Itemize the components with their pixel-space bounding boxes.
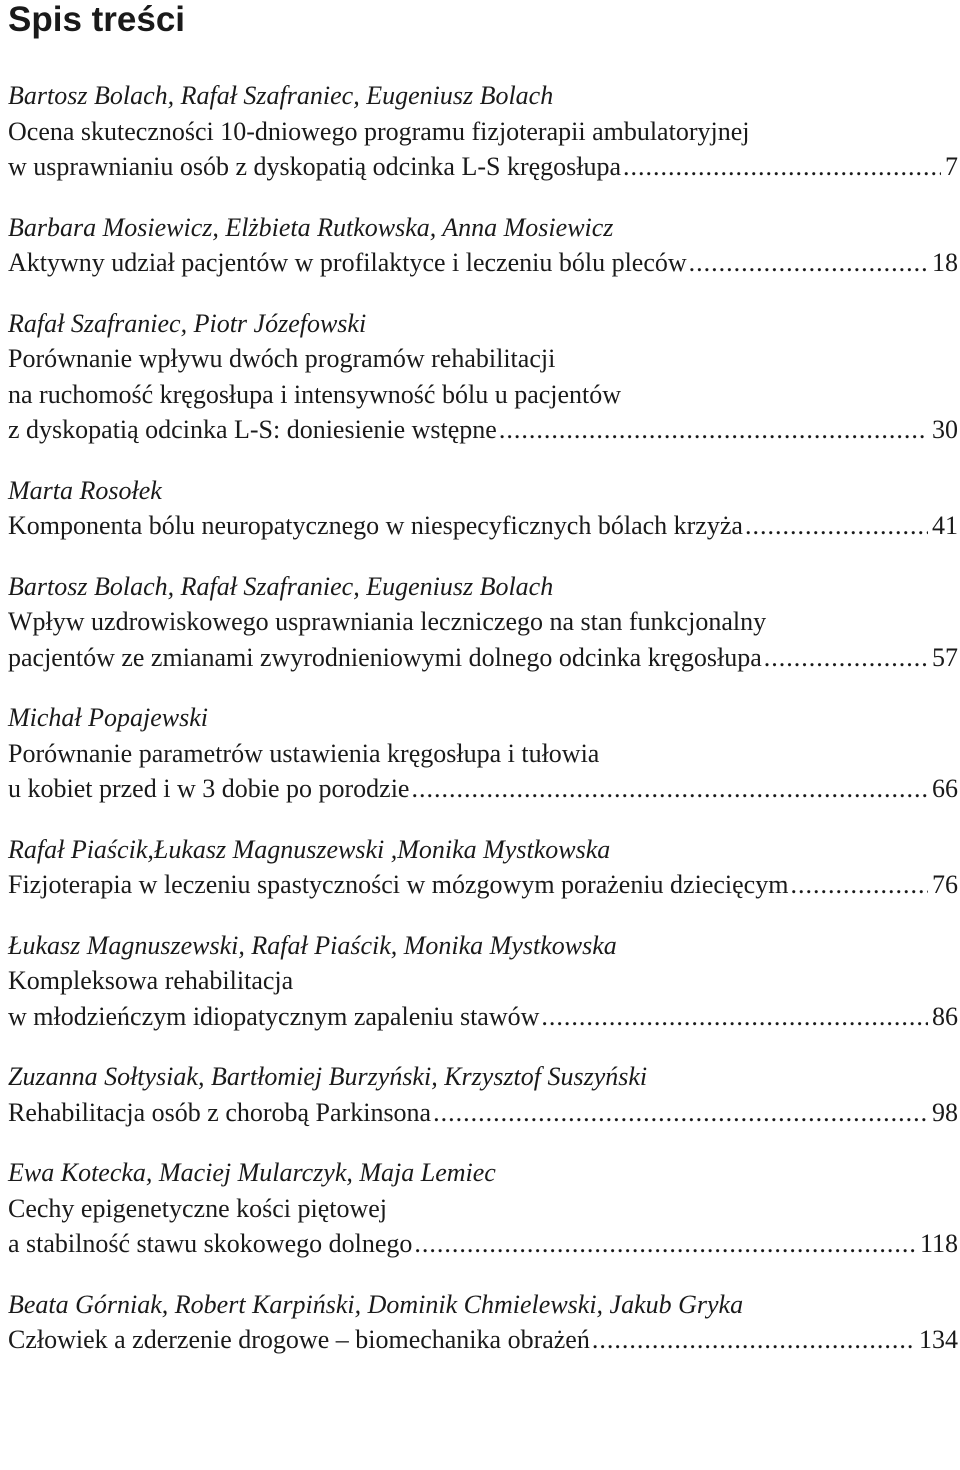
page-number: 7 (945, 152, 958, 181)
entry-authors: Zuzanna Sołtysiak, Bartłomiej Burzyński, Krzysztof Suszyński (8, 1062, 648, 1091)
page-number: 76 (932, 870, 958, 899)
page-number: 118 (919, 1229, 958, 1258)
page-number: 86 (932, 1001, 958, 1031)
entry-title-last-line (8, 1322, 958, 1358)
page-number: 66 (932, 774, 958, 803)
dot-leader (623, 149, 941, 185)
entry-authors: Bartosz Bolach, Rafał Szafraniec, Eugeniusz Bolach (8, 81, 554, 110)
entry-title-last-line (8, 1226, 958, 1262)
toc-entry (8, 306, 958, 448)
entry-title-text: Rehabilitacja osób z chorobą Parkinsona (8, 1097, 432, 1127)
entry-authors: Michał Popajewski (8, 703, 209, 732)
page-number: 57 (932, 642, 958, 672)
entry-title-line: Porównanie wpływu dwóch programów rehabilitacji (8, 344, 556, 373)
dot-leader (764, 640, 928, 676)
page-number: 134 (919, 1325, 958, 1354)
entry-authors: Barbara Mosiewicz, Elżbieta Rutkowska, Anna Mosiewicz (8, 212, 614, 242)
entry-title-last-line (8, 1095, 958, 1131)
entry-title-last-line (8, 508, 958, 544)
dot-leader (790, 867, 928, 903)
toc-entry (8, 210, 958, 281)
toc-entries (8, 78, 958, 1358)
page-number: 98 (932, 1097, 958, 1127)
entry-title-line: Porównanie parametrów ustawienia kręgosłupa i tułowia (8, 738, 600, 768)
entry-authors: Rafał Piaścik,Łukasz Magnuszewski ,Monika Mystkowska (8, 834, 611, 864)
page-number: 30 (932, 415, 958, 444)
dot-leader (592, 1322, 915, 1358)
toc-entry (8, 832, 958, 903)
entry-title-last-line (8, 640, 958, 676)
dot-leader (414, 1226, 916, 1262)
entry-title-last-line (8, 867, 958, 903)
entry-title-text: w usprawnianiu osób z dyskopatią odcinka L-S kręgosłupa (8, 152, 622, 181)
dot-leader (411, 771, 928, 807)
entry-title-line: Wpływ uzdrowiskowego usprawniania leczniczego na stan funkcjonalny (8, 607, 767, 636)
toc-entry (8, 1155, 958, 1262)
toc-entry (8, 700, 958, 807)
entry-title-line: Cechy epigenetyczne kości piętowej (8, 1193, 388, 1223)
entry-title-text: Aktywny udział pacjentów w profilaktyce i leczeniu bólu pleców (8, 248, 687, 277)
entry-title-last-line (8, 245, 958, 281)
entry-title-last-line (8, 999, 958, 1035)
toc-entry (8, 1287, 958, 1358)
entry-title-text: w młodzieńczym idiopatycznym zapaleniu stawów (8, 1001, 540, 1031)
toc-entry (8, 569, 958, 676)
entry-title-last-line (8, 412, 958, 448)
entry-authors: Marta Rosołek (8, 475, 162, 505)
entry-title-text: a stabilność stawu skokowego dolnego (8, 1229, 413, 1258)
entry-authors: Łukasz Magnuszewski, Rafał Piaścik, Monika Mystkowska (8, 930, 617, 960)
entry-title-text: Człowiek a zderzenie drogowe – biomechanika obrażeń (8, 1325, 590, 1354)
entry-title-last-line (8, 149, 958, 185)
page-title: Spis treści (8, 0, 186, 39)
entry-title-text: u kobiet przed i w 3 dobie po porodzie (8, 774, 410, 803)
toc-entry (8, 78, 958, 185)
entry-authors: Bartosz Bolach, Rafał Szafraniec, Eugeniusz Bolach (8, 571, 554, 601)
toc-entry (8, 928, 958, 1035)
entry-title-text: pacjentów ze zmianami zwyrodnieniowymi dolnego odcinka kręgosłupa (8, 642, 762, 672)
toc-entry (8, 473, 958, 544)
entry-title-last-line (8, 771, 958, 807)
table-of-contents (8, 0, 958, 1383)
toc-entry (8, 1059, 958, 1130)
page-number: 41 (932, 511, 958, 540)
entry-title-line: Ocena skuteczności 10-dniowego programu fizjoterapii ambulatoryjnej (8, 116, 750, 146)
entry-authors: Rafał Szafraniec, Piotr Józefowski (8, 308, 367, 338)
dot-leader (433, 1095, 928, 1131)
entry-authors: Ewa Kotecka, Maciej Mularczyk, Maja Lemiec (8, 1158, 496, 1187)
dot-leader (541, 999, 928, 1035)
page-number: 18 (932, 248, 958, 277)
entry-title-text: Fizjoterapia w leczeniu spastyczności w mózgowym porażeniu dziecięcym (8, 870, 789, 899)
dot-leader (745, 508, 928, 544)
dot-leader (499, 412, 928, 448)
entry-authors: Beata Górniak, Robert Karpiński, Dominik Chmielewski, Jakub Gryka (8, 1289, 744, 1319)
entry-title-line: Kompleksowa rehabilitacja (8, 966, 294, 995)
entry-title-line: na ruchomość kręgosłupa i intensywność bólu u pacjentów (8, 379, 622, 409)
entry-title-text: z dyskopatią odcinka L-S: doniesienie wstępne (8, 415, 497, 444)
dot-leader (689, 245, 928, 281)
entry-title-text: Komponenta bólu neuropatycznego w niespecyficznych bólach krzyża (8, 511, 743, 540)
